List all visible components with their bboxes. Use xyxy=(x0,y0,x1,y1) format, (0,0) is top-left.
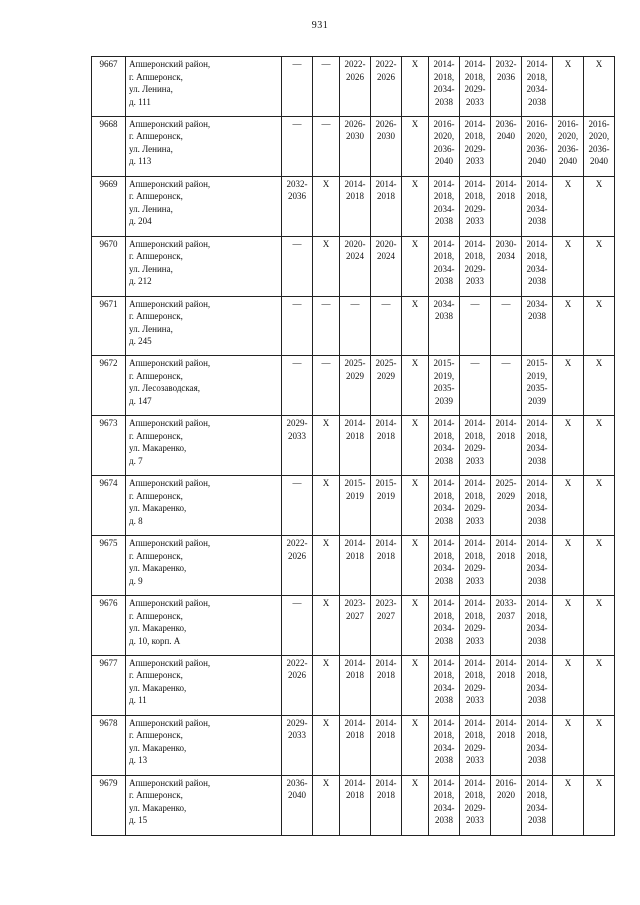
period-cell: — xyxy=(460,356,491,416)
period-cell: 2014- 2018, 2029- 2033 xyxy=(460,775,491,835)
table-row xyxy=(92,296,615,356)
period-cell: X xyxy=(553,715,584,775)
period-cell: 2014- 2018, 2034- 2038 xyxy=(522,775,553,835)
period-cell: 2032- 2036 xyxy=(282,176,313,236)
address-cell: Апшеронский район, г. Апшеронск, ул. Макаренко, д. 8 xyxy=(126,476,282,536)
period-cell: 2014- 2018, 2029- 2033 xyxy=(460,536,491,596)
period-cell: 2022- 2026 xyxy=(282,536,313,596)
period-cell: 2022- 2026 xyxy=(282,655,313,715)
period-cell: — xyxy=(340,296,371,356)
period-cell: X xyxy=(402,476,429,536)
period-cell: X xyxy=(584,536,615,596)
table-row xyxy=(92,536,615,596)
period-cell: 2032- 2036 xyxy=(491,57,522,117)
period-cell: X xyxy=(402,116,429,176)
period-cell: X xyxy=(313,596,340,656)
table-row xyxy=(92,116,615,176)
row-number: 9675 xyxy=(92,536,126,596)
row-number: 9679 xyxy=(92,775,126,835)
period-cell: — xyxy=(491,356,522,416)
period-cell: X xyxy=(584,655,615,715)
period-cell: X xyxy=(402,775,429,835)
period-cell: X xyxy=(553,296,584,356)
period-cell: X xyxy=(402,596,429,656)
housing-schedule-table xyxy=(91,56,615,836)
row-number: 9678 xyxy=(92,715,126,775)
period-cell: 2014- 2018, 2034- 2038 xyxy=(429,57,460,117)
period-cell: X xyxy=(402,356,429,416)
address-cell: Апшеронский район, г. Апшеронск, ул. Макаренко, д. 11 xyxy=(126,655,282,715)
period-cell: X xyxy=(313,176,340,236)
row-number: 9677 xyxy=(92,655,126,715)
period-cell: X xyxy=(313,775,340,835)
period-cell: 2016- 2020, 2036- 2040 xyxy=(553,116,584,176)
address-cell: Апшеронский район, г. Апшеронск, ул. Макаренко, д. 15 xyxy=(126,775,282,835)
period-cell: 2034- 2038 xyxy=(522,296,553,356)
row-number: 9669 xyxy=(92,176,126,236)
row-number: 9670 xyxy=(92,236,126,296)
period-cell: 2014- 2018, 2034- 2038 xyxy=(429,476,460,536)
period-cell: 2014- 2018, 2029- 2033 xyxy=(460,236,491,296)
period-cell: X xyxy=(553,655,584,715)
period-cell: X xyxy=(402,176,429,236)
period-cell: 2015- 2019 xyxy=(371,476,402,536)
period-cell: — xyxy=(282,356,313,416)
period-cell: — xyxy=(282,116,313,176)
period-cell: 2014- 2018, 2029- 2033 xyxy=(460,715,491,775)
period-cell: X xyxy=(553,476,584,536)
period-cell: 2025- 2029 xyxy=(371,356,402,416)
address-cell: Апшеронский район, г. Апшеронск, ул. Ленина, д. 113 xyxy=(126,116,282,176)
period-cell: 2020- 2024 xyxy=(340,236,371,296)
period-cell: 2016- 2020, 2036- 2040 xyxy=(584,116,615,176)
period-cell: 2033- 2037 xyxy=(491,596,522,656)
period-cell: X xyxy=(402,57,429,117)
row-number: 9674 xyxy=(92,476,126,536)
period-cell: X xyxy=(313,236,340,296)
period-cell: 2014- 2018, 2034- 2038 xyxy=(429,596,460,656)
period-cell: 2022- 2026 xyxy=(371,57,402,117)
period-cell: 2014- 2018, 2029- 2033 xyxy=(460,596,491,656)
period-cell: — xyxy=(282,57,313,117)
period-cell: X xyxy=(313,655,340,715)
period-cell: — xyxy=(313,57,340,117)
period-cell: 2025- 2029 xyxy=(491,476,522,536)
period-cell: X xyxy=(313,476,340,536)
period-cell: 2014- 2018, 2034- 2038 xyxy=(429,536,460,596)
period-cell: 2014- 2018 xyxy=(371,775,402,835)
period-cell: X xyxy=(584,296,615,356)
period-cell: X xyxy=(553,356,584,416)
period-cell: — xyxy=(282,476,313,536)
period-cell: — xyxy=(282,596,313,656)
period-cell: 2014- 2018 xyxy=(340,416,371,476)
period-cell: 2014- 2018, 2034- 2038 xyxy=(522,655,553,715)
period-cell: X xyxy=(584,715,615,775)
period-cell: 2014- 2018 xyxy=(340,176,371,236)
table-row xyxy=(92,715,615,775)
period-cell: 2036- 2040 xyxy=(282,775,313,835)
period-cell: X xyxy=(313,715,340,775)
period-cell: 2014- 2018 xyxy=(371,176,402,236)
period-cell: 2014- 2018, 2034- 2038 xyxy=(429,416,460,476)
period-cell: 2014- 2018, 2034- 2038 xyxy=(522,416,553,476)
period-cell: 2025- 2029 xyxy=(340,356,371,416)
period-cell: X xyxy=(402,536,429,596)
address-cell: Апшеронский район, г. Апшеронск, ул. Макаренко, д. 7 xyxy=(126,416,282,476)
period-cell: X xyxy=(584,476,615,536)
period-cell: — xyxy=(460,296,491,356)
row-number: 9676 xyxy=(92,596,126,656)
period-cell: 2014- 2018, 2034- 2038 xyxy=(522,596,553,656)
period-cell: 2030- 2034 xyxy=(491,236,522,296)
row-number: 9667 xyxy=(92,57,126,117)
period-cell: 2014- 2018 xyxy=(371,715,402,775)
period-cell: — xyxy=(313,116,340,176)
address-cell: Апшеронский район, г. Апшеронск, ул. Макаренко, д. 9 xyxy=(126,536,282,596)
period-cell: — xyxy=(491,296,522,356)
period-cell: 2014- 2018 xyxy=(371,416,402,476)
period-cell: X xyxy=(584,775,615,835)
period-cell: 2014- 2018 xyxy=(371,536,402,596)
row-number: 9668 xyxy=(92,116,126,176)
row-number: 9672 xyxy=(92,356,126,416)
period-cell: — xyxy=(313,296,340,356)
period-cell: 2014- 2018 xyxy=(340,775,371,835)
period-cell: X xyxy=(553,536,584,596)
period-cell: 2014- 2018 xyxy=(371,655,402,715)
period-cell: 2020- 2024 xyxy=(371,236,402,296)
period-cell: 2015- 2019 xyxy=(340,476,371,536)
period-cell: 2023- 2027 xyxy=(371,596,402,656)
period-cell: 2014- 2018, 2034- 2038 xyxy=(522,236,553,296)
period-cell: 2023- 2027 xyxy=(340,596,371,656)
period-cell: 2014- 2018, 2029- 2033 xyxy=(460,476,491,536)
row-number: 9671 xyxy=(92,296,126,356)
page-number: 931 xyxy=(311,20,329,31)
period-cell: 2026- 2030 xyxy=(340,116,371,176)
table-row xyxy=(92,416,615,476)
period-cell: 2015- 2019, 2035- 2039 xyxy=(429,356,460,416)
address-cell: Апшеронский район, г. Апшеронск, ул. Лесозаводская, д. 147 xyxy=(126,356,282,416)
period-cell: X xyxy=(553,57,584,117)
period-cell: X xyxy=(584,596,615,656)
table-row xyxy=(92,236,615,296)
period-cell: 2014- 2018, 2029- 2033 xyxy=(460,57,491,117)
period-cell: 2036- 2040 xyxy=(491,116,522,176)
period-cell: 2016- 2020 xyxy=(491,775,522,835)
period-cell: X xyxy=(553,416,584,476)
period-cell: 2014- 2018 xyxy=(491,655,522,715)
period-cell: 2026- 2030 xyxy=(371,116,402,176)
period-cell: X xyxy=(402,296,429,356)
period-cell: 2014- 2018, 2029- 2033 xyxy=(460,655,491,715)
table-row xyxy=(92,655,615,715)
period-cell: X xyxy=(584,57,615,117)
period-cell: 2022- 2026 xyxy=(340,57,371,117)
address-cell: Апшеронский район, г. Апшеронск, ул. Ленина, д. 204 xyxy=(126,176,282,236)
period-cell: X xyxy=(402,416,429,476)
address-cell: Апшеронский район, г. Апшеронск, ул. Ленина, д. 111 xyxy=(126,57,282,117)
period-cell: X xyxy=(402,715,429,775)
period-cell: 2014- 2018 xyxy=(340,536,371,596)
period-cell: 2014- 2018 xyxy=(340,655,371,715)
period-cell: X xyxy=(553,176,584,236)
table-row xyxy=(92,476,615,536)
period-cell: 2014- 2018 xyxy=(491,416,522,476)
period-cell: 2029- 2033 xyxy=(282,416,313,476)
period-cell: X xyxy=(553,775,584,835)
period-cell: 2014- 2018, 2034- 2038 xyxy=(522,715,553,775)
period-cell: 2014- 2018 xyxy=(491,176,522,236)
address-cell: Апшеронский район, г. Апшеронск, ул. Ленина, д. 212 xyxy=(126,236,282,296)
period-cell: 2014- 2018, 2029- 2033 xyxy=(460,416,491,476)
period-cell: 2014- 2018 xyxy=(491,715,522,775)
period-cell: — xyxy=(371,296,402,356)
table-row xyxy=(92,356,615,416)
period-cell: 2014- 2018 xyxy=(340,715,371,775)
period-cell: 2014- 2018, 2034- 2038 xyxy=(429,236,460,296)
period-cell: 2014- 2018, 2034- 2038 xyxy=(429,655,460,715)
table-row xyxy=(92,57,615,117)
period-cell: 2014- 2018, 2034- 2038 xyxy=(429,715,460,775)
period-cell: 2016- 2020, 2036- 2040 xyxy=(429,116,460,176)
period-cell: X xyxy=(584,176,615,236)
table-row xyxy=(92,596,615,656)
period-cell: — xyxy=(313,356,340,416)
period-cell: X xyxy=(584,416,615,476)
row-number: 9673 xyxy=(92,416,126,476)
period-cell: 2014- 2018, 2034- 2038 xyxy=(522,476,553,536)
address-cell: Апшеронский район, г. Апшеронск, ул. Макаренко, д. 10, корп. А xyxy=(126,596,282,656)
period-cell: X xyxy=(553,236,584,296)
period-cell: X xyxy=(553,596,584,656)
address-cell: Апшеронский район, г. Апшеронск, ул. Ленина, д. 245 xyxy=(126,296,282,356)
table-row xyxy=(92,775,615,835)
period-cell: 2016- 2020, 2036- 2040 xyxy=(522,116,553,176)
period-cell: 2014- 2018 xyxy=(491,536,522,596)
period-cell: 2034- 2038 xyxy=(429,296,460,356)
period-cell: X xyxy=(313,536,340,596)
period-cell: — xyxy=(282,296,313,356)
period-cell: 2014- 2018, 2029- 2033 xyxy=(460,116,491,176)
table-row xyxy=(92,176,615,236)
period-cell: 2014- 2018, 2029- 2033 xyxy=(460,176,491,236)
period-cell: 2014- 2018, 2034- 2038 xyxy=(429,176,460,236)
period-cell: X xyxy=(584,356,615,416)
period-cell: X xyxy=(584,236,615,296)
period-cell: X xyxy=(313,416,340,476)
address-cell: Апшеронский район, г. Апшеронск, ул. Макаренко, д. 13 xyxy=(126,715,282,775)
period-cell: 2014- 2018, 2034- 2038 xyxy=(522,176,553,236)
period-cell: 2029- 2033 xyxy=(282,715,313,775)
period-cell: — xyxy=(282,236,313,296)
period-cell: X xyxy=(402,236,429,296)
period-cell: X xyxy=(402,655,429,715)
period-cell: 2014- 2018, 2034- 2038 xyxy=(522,57,553,117)
period-cell: 2014- 2018, 2034- 2038 xyxy=(429,775,460,835)
period-cell: 2015- 2019, 2035- 2039 xyxy=(522,356,553,416)
period-cell: 2014- 2018, 2034- 2038 xyxy=(522,536,553,596)
